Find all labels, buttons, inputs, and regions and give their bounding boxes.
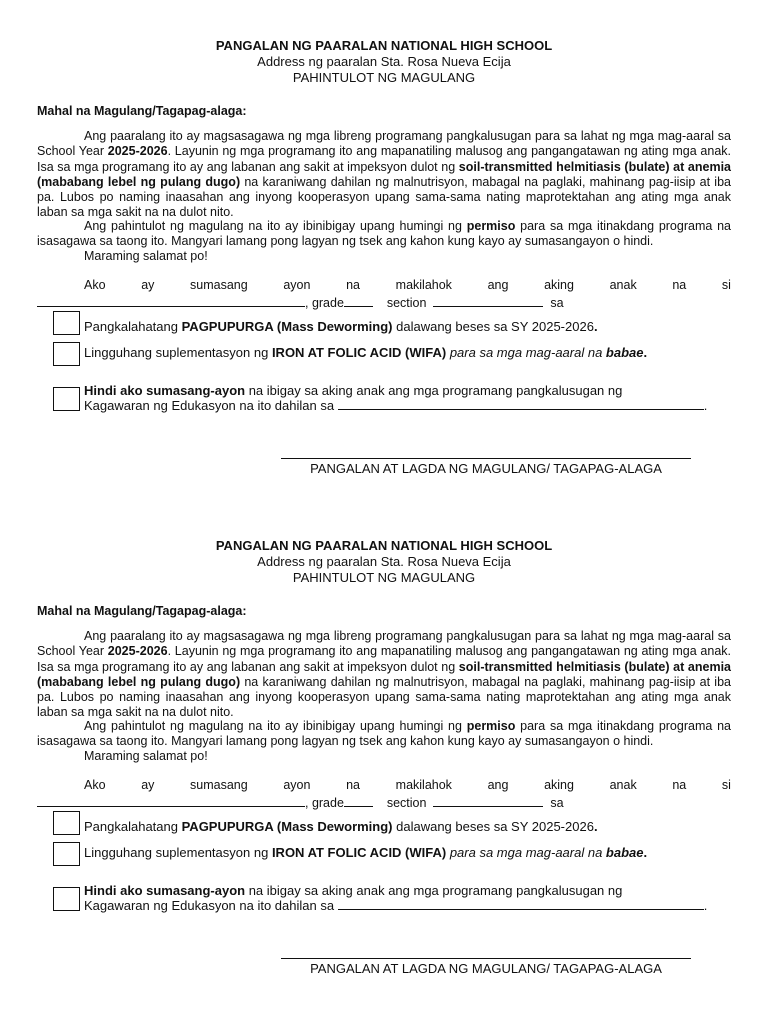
permission-paragraph: Ang pahintulot ng magulang na ito ay ibinibigay upang humingi ng permiso para sa mga itinakdang programa na isasagawa sa taong ito. Mangyari lamang pong lagyan ng tsek ang kahon kung kayo ay sumasangayon o hindi. [37,219,731,249]
child-name-blank[interactable] [37,795,305,807]
signature-label: PANGALAN AT LAGDA NG MAGULANG/ TAGAPAG-ALAGA [310,461,662,476]
student-info-line: , grade section sa [37,795,564,811]
reason-blank[interactable] [338,398,704,410]
form-title: PAHINTULOT NG MAGULANG [292,70,476,85]
school-address: Address ng paaralan Sta. Rosa Nueva Ecija [257,554,511,569]
deworming-option: Pangkalahatang PAGPUPURGA (Mass Deworming) dalawang beses sa SY 2025-2026. [84,319,598,334]
salutation: Mahal na Magulang/Tagapag-alaga: [37,104,247,118]
decline-reason: Kagawaran ng Edukasyon na ito dahilan sa . [84,398,708,413]
reason-blank[interactable] [338,898,704,910]
decline-reason: Kagawaran ng Edukasyon na ito dahilan sa . [84,898,708,913]
intro-paragraph: Ang paaralang ito ay magsasagawa ng mga libreng programang pangkalusugan para sa lahat ng mga mag-aaral sa School Year 2025-2026. Layunin ng mga programang ito ang mapanatiling malusog ang pangangatawan ng ating mga anak. Isa sa mga programang ito ay ang labanan ang sakit at impeksyon dulot ng soil-transmitted helmitiasis (bulate) at anemia (mababang lebel ng pulang dugo) na karaniwang dahilan ng malnutrisyon, mabagal na paglaki, mahinang pag-iisip at iba pa. Lubos po naming inaasahan ang inyong kooperasyon upang sama-sama nating maprotektahan ang ating mga anak laban sa mga sakit na na dulot nito. [37,629,731,720]
deworming-checkbox[interactable] [53,311,80,335]
decline-checkbox[interactable] [53,387,80,411]
decline-checkbox[interactable] [53,887,80,911]
salutation: Mahal na Magulang/Tagapag-alaga: [37,604,247,618]
consent-sentence: Ako ay sumasang ayon na makilahok ang aking anak na si [84,778,731,792]
student-info-line: , grade section sa [37,295,564,311]
school-address: Address ng paaralan Sta. Rosa Nueva Ecija [257,54,511,69]
deworming-option: Pangkalahatang PAGPUPURGA (Mass Deworming) dalawang beses sa SY 2025-2026. [84,819,598,834]
intro-paragraph: Ang paaralang ito ay magsasagawa ng mga libreng programang pangkalusugan para sa lahat ng mga mag-aaral sa School Year 2025-2026. Layunin ng mga programang ito ang mapanatiling malusog ang pangangatawan ng ating mga anak. Isa sa mga programang ito ay ang labanan ang sakit at impeksyon dulot ng soil-transmitted helmitiasis (bulate) at anemia (mababang lebel ng pulang dugo) na karaniwang dahilan ng malnutrisyon, mabagal na paglaki, mahinang pag-iisip at iba pa. Lubos po naming inaasahan ang inyong kooperasyon upang sama-sama nating maprotektahan ang ating mga anak laban sa mga sakit na na dulot nito. [37,129,731,220]
signature-line[interactable] [281,958,691,959]
signature-label: PANGALAN AT LAGDA NG MAGULANG/ TAGAPAG-ALAGA [310,961,662,976]
consent-form-1 [0,0,768,500]
decline-option: Hindi ako sumasang-ayon na ibigay sa aking anak ang mga programang pangkalusugan ng [84,883,623,898]
deworming-checkbox[interactable] [53,811,80,835]
permission-paragraph: Ang pahintulot ng magulang na ito ay ibinibigay upang humingi ng permiso para sa mga itinakdang programa na isasagawa sa taong ito. Mangyari lamang pong lagyan ng tsek ang kahon kung kayo ay sumasangayon o hindi. [37,719,731,749]
decline-option: Hindi ako sumasang-ayon na ibigay sa aking anak ang mga programang pangkalusugan ng [84,383,623,398]
thanks-text: Maraming salamat po! [84,249,208,263]
school-name: PANGALAN NG PAARALAN NATIONAL HIGH SCHOOL [215,538,553,553]
child-name-blank[interactable] [37,295,305,307]
iron-folic-checkbox[interactable] [53,842,80,866]
signature-line[interactable] [281,458,691,459]
iron-folic-option: Lingguhang suplementasyon ng IRON AT FOLIC ACID (WIFA) para sa mga mag-aaral na babae. [84,345,648,360]
consent-form-2 [0,500,768,1000]
school-name: PANGALAN NG PAARALAN NATIONAL HIGH SCHOOL [215,38,553,53]
grade-blank[interactable] [344,795,373,807]
thanks-text: Maraming salamat po! [84,749,208,763]
section-blank[interactable] [433,295,543,307]
iron-folic-checkbox[interactable] [53,342,80,366]
consent-sentence: Ako ay sumasang ayon na makilahok ang aking anak na si [84,278,731,292]
form-title: PAHINTULOT NG MAGULANG [292,570,476,585]
grade-blank[interactable] [344,295,373,307]
iron-folic-option: Lingguhang suplementasyon ng IRON AT FOLIC ACID (WIFA) para sa mga mag-aaral na babae. [84,845,648,860]
section-blank[interactable] [433,795,543,807]
